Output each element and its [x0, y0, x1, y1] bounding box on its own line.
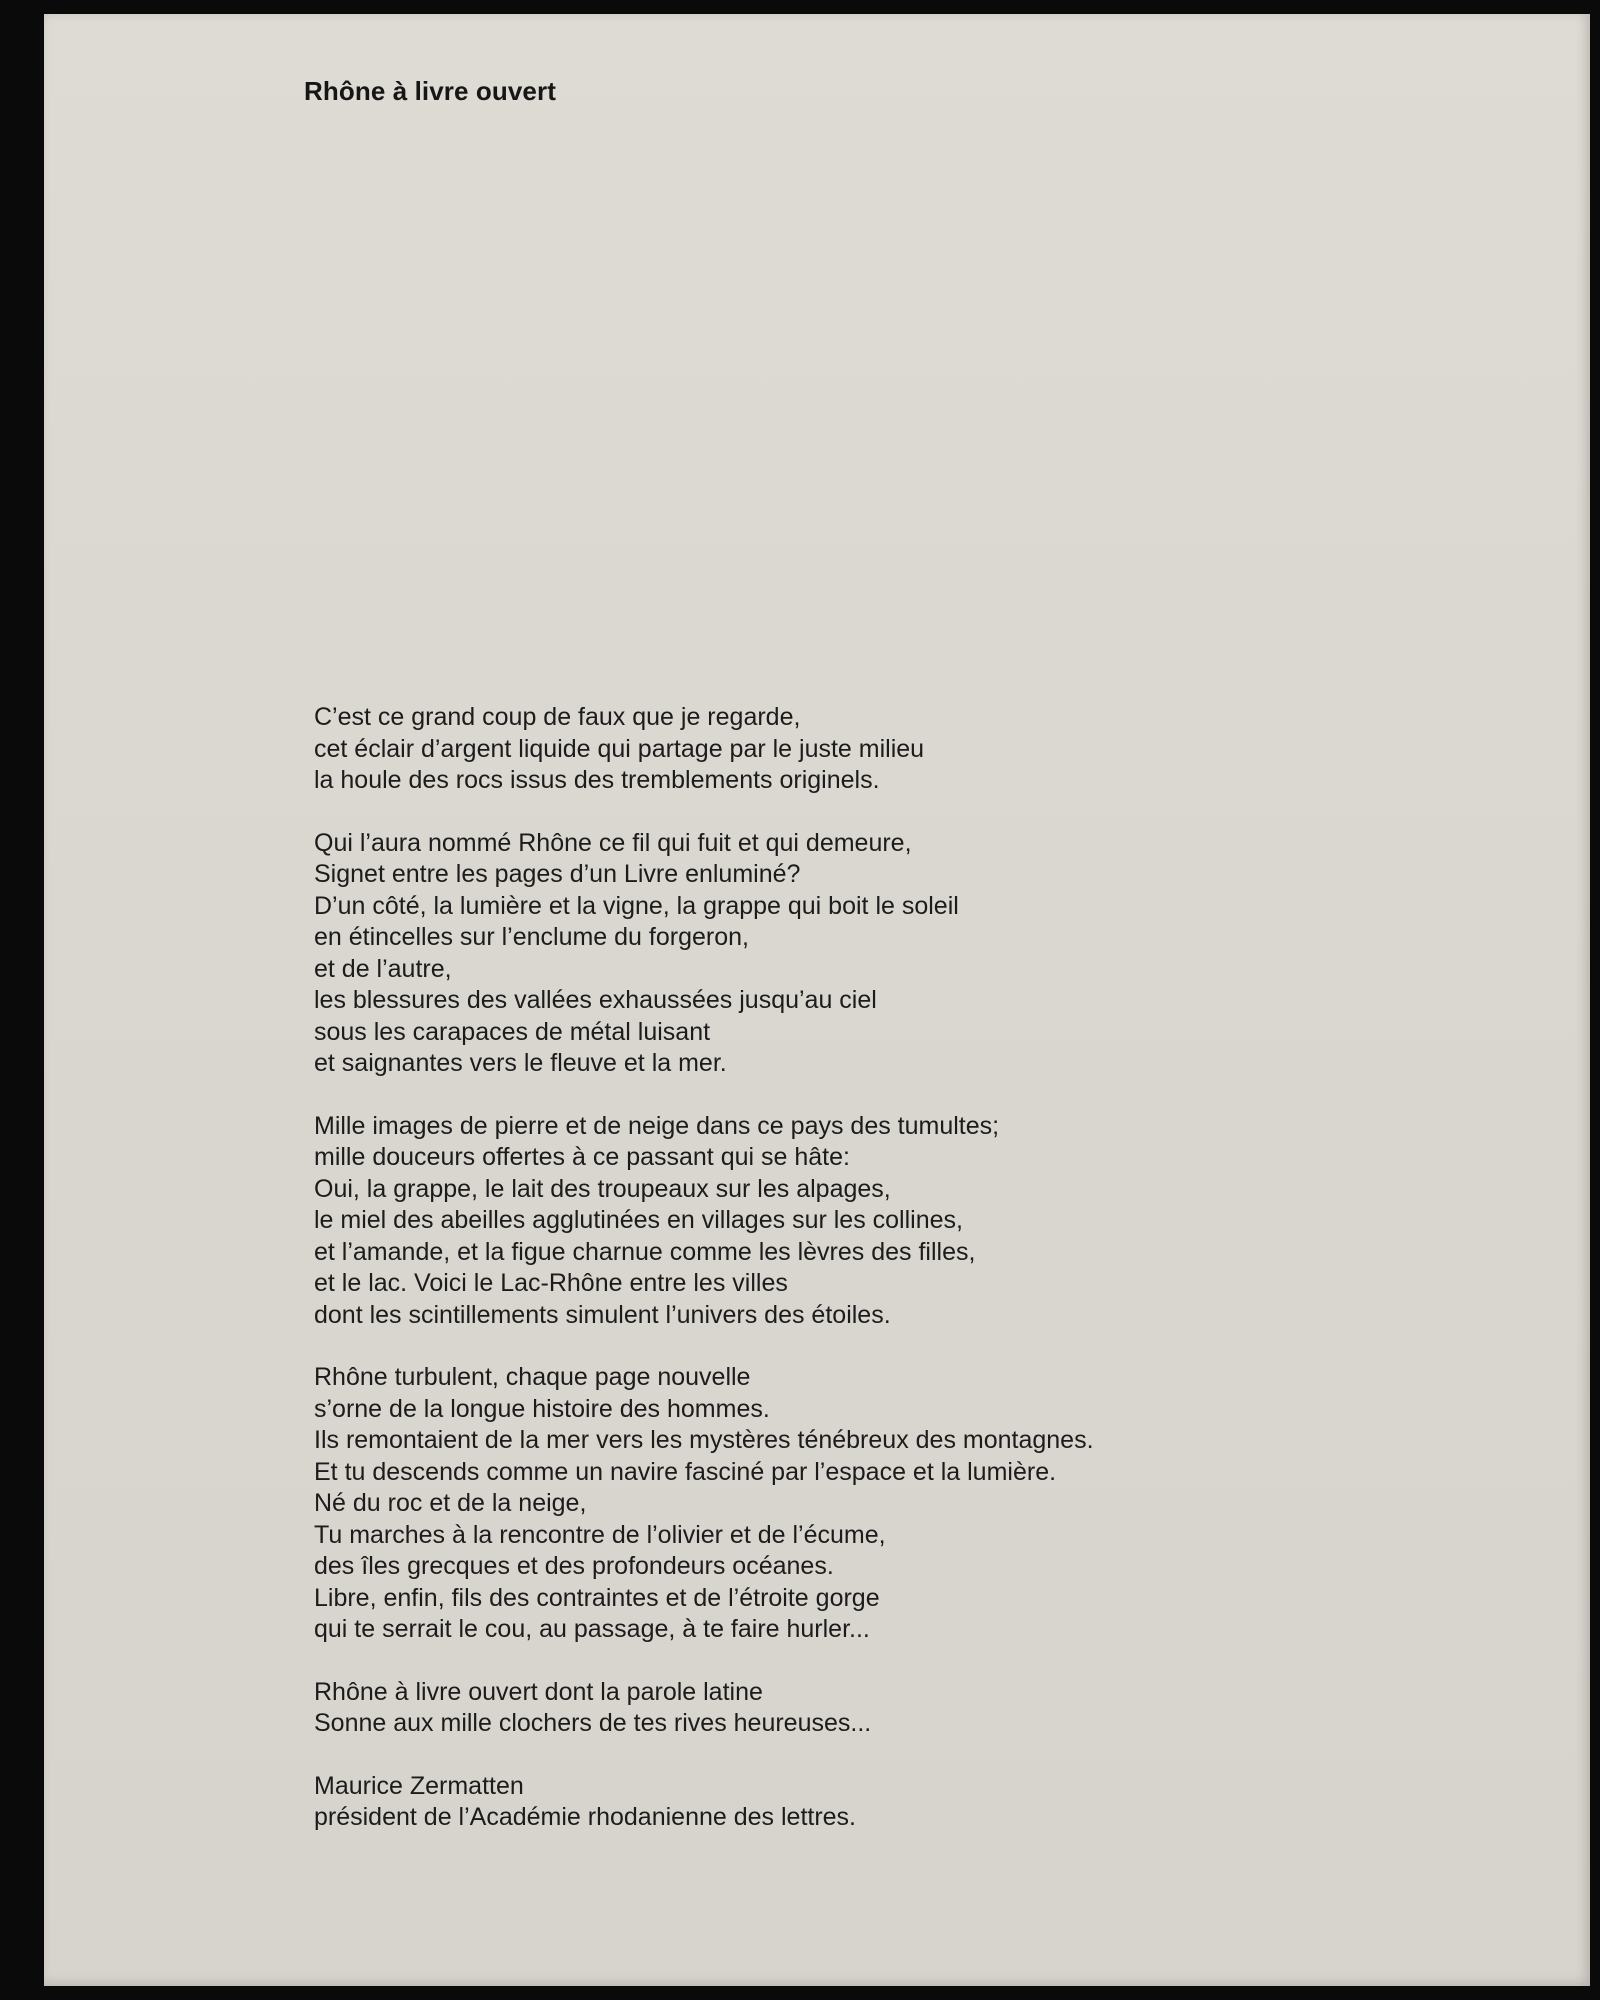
poem-line: Sonne aux mille clochers de tes rives heureuses...	[314, 1709, 872, 1737]
poem-line: Ils remontaient de la mer vers les mystères ténébreux des montagnes.	[314, 1426, 1094, 1454]
poem-line: et le lac. Voici le Lac-Rhône entre les villes	[314, 1269, 788, 1297]
poem-line: Tu marches à la rencontre de l’olivier et de l’écume,	[314, 1520, 886, 1549]
poem-line: Rhône turbulent, chaque page nouvelle	[314, 1363, 751, 1391]
poem-line: les blessures des vallées exhaussées jusqu’au ciel	[314, 986, 877, 1014]
poem-line: Rhône à livre ouvert dont la parole latine	[314, 1677, 763, 1706]
poem-line: dont les scintillements simulent l’univers des étoiles.	[314, 1300, 891, 1329]
poem-line: sous les carapaces de métal luisant	[314, 1017, 711, 1046]
page-title: Rhône à livre ouvert	[304, 76, 556, 106]
stanza	[314, 1111, 1514, 1332]
stanza	[314, 1677, 1514, 1740]
poem-line: mille douceurs offertes à ce passant qui se hâte:	[314, 1143, 850, 1171]
poem-line: la houle des rocs issus des tremblements originels.	[314, 766, 880, 794]
poem-line: Oui, la grappe, le lait des troupeaux sur les alpages,	[314, 1174, 891, 1203]
author-role: président de l’Académie rhodanienne des lettres.	[314, 1803, 857, 1831]
poem-line: qui te serrait le cou, au passage, à te faire hurler...	[314, 1615, 870, 1643]
poem-line: D’un côté, la lumière et la vigne, la grappe qui boit le soleil	[314, 891, 959, 920]
poem-line: cet éclair d’argent liquide qui partage par le juste milieu	[314, 734, 925, 763]
poem-line: et l’amande, et la figue charnue comme les lèvres des filles,	[314, 1237, 976, 1266]
poem-line: Et tu descends comme un navire fasciné par l’espace et la lumière.	[314, 1457, 1057, 1486]
poem-line: des îles grecques et des profondeurs océanes.	[314, 1552, 834, 1580]
poem-line: Qui l’aura nommé Rhône ce fil qui fuit et qui demeure,	[314, 828, 912, 857]
book-page	[44, 14, 1590, 1986]
poem-line: et de l’autre,	[314, 954, 452, 983]
poem-line: C’est ce grand coup de faux que je regarde,	[314, 703, 801, 731]
poem-line: Signet entre les pages d’un Livre enluminé?	[314, 860, 801, 888]
author-name: Maurice Zermatten	[314, 1771, 524, 1800]
poem-line: Né du roc et de la neige,	[314, 1489, 587, 1517]
stanza	[314, 1362, 1514, 1646]
poem-body	[314, 702, 1514, 1834]
poem-line: et saignantes vers le fleuve et la mer.	[314, 1049, 727, 1077]
poem-line: s’orne de la longue histoire des hommes.	[314, 1394, 770, 1423]
poem-line: Mille images de pierre et de neige dans ce pays des tumultes;	[314, 1111, 1000, 1140]
signature	[314, 1771, 1514, 1834]
poem-line: en étincelles sur l’enclume du forgeron,	[314, 923, 749, 951]
poem-line: le miel des abeilles agglutinées en villages sur les collines,	[314, 1206, 963, 1234]
stanza	[314, 702, 1514, 797]
poem-line: Libre, enfin, fils des contraintes et de l’étroite gorge	[314, 1583, 880, 1612]
stanza	[314, 828, 1514, 1080]
